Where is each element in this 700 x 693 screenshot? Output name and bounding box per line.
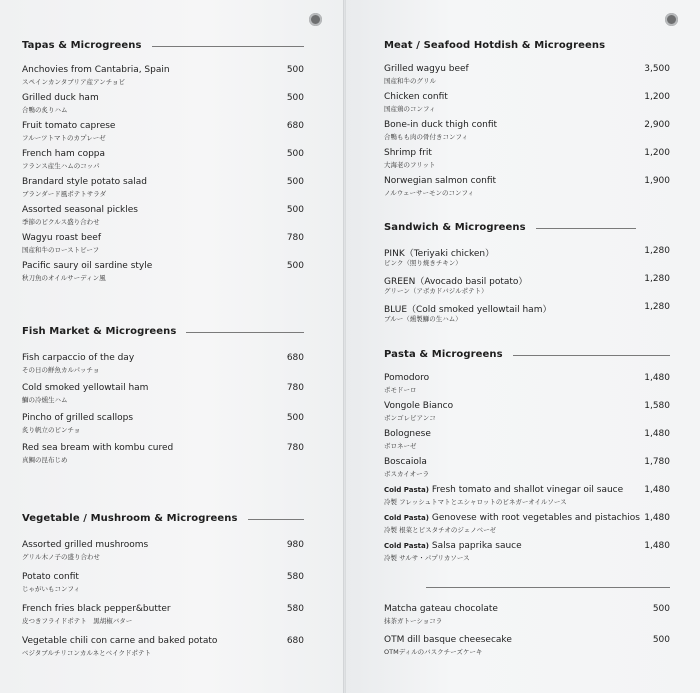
item-price: 680 (286, 121, 304, 131)
menu-item (384, 513, 670, 541)
item-name: Chicken confit (384, 92, 448, 102)
item-name: Grilled wagyu beef (384, 64, 469, 74)
item-name-text: Salsa paprika sauce (431, 541, 522, 551)
item-name: Anchovies from Cantabria, Spain (22, 65, 170, 75)
menu-item (22, 233, 304, 261)
menu-item (384, 92, 670, 120)
binder-hole (309, 13, 322, 26)
item-name (384, 513, 640, 523)
item-name: French fries black pepper&butter (22, 604, 171, 614)
menu-item (384, 64, 670, 92)
section-heading (22, 38, 304, 52)
item-name-japanese: スペインカンタブリア産アンチョビ (22, 78, 126, 86)
heading-rule (536, 228, 636, 229)
item-price: 780 (286, 443, 304, 453)
cold-pasta-tag: Cold Pasta) (384, 514, 429, 522)
item-name: Fruit tomato caprese (22, 121, 116, 131)
item-price: 1,280 (644, 274, 670, 284)
item-price: 580 (286, 572, 304, 582)
item-name: Grilled duck ham (22, 93, 99, 103)
item-name-japanese: グリーン（アボカドバジルポテト） (384, 287, 488, 295)
section-heading (384, 220, 670, 234)
item-name: Red sea bream with kombu cured (22, 443, 174, 453)
item-name-japanese: フルーツトマトのカプレーゼ (22, 134, 106, 142)
item-price: 2,900 (644, 120, 670, 130)
item-name: Shrimp frit (384, 148, 432, 158)
menu-item (22, 604, 304, 636)
item-name: Fish carpaccio of the day (22, 353, 135, 363)
menu-item (384, 176, 670, 204)
item-price: 780 (286, 383, 304, 393)
item-name-japanese: 冷製 根菜とピスタチオのジェノベーゼ (384, 526, 497, 534)
menu-item (22, 93, 304, 121)
menu-item (384, 457, 670, 485)
section-heading (22, 511, 304, 525)
menu-section-dessert (384, 604, 670, 666)
item-price: 1,480 (644, 485, 670, 495)
item-price: 500 (286, 413, 304, 423)
item-price: 500 (652, 635, 670, 645)
section-title: Fish Market & Microgreens (22, 325, 177, 337)
item-name-japanese: 秋刀魚のオイルサーディン風 (22, 274, 106, 282)
menu-item (22, 205, 304, 233)
item-price: 500 (286, 93, 304, 103)
item-name (384, 541, 522, 551)
menu-item (384, 120, 670, 148)
menu-item (22, 177, 304, 205)
item-price: 980 (286, 540, 304, 550)
menu-section-sandwich (384, 220, 670, 330)
item-name: Assorted grilled mushrooms (22, 540, 149, 550)
section-title: Sandwich & Microgreens (384, 221, 526, 233)
item-price: 1,280 (644, 246, 670, 256)
item-name: OTM dill basque cheesecake (384, 635, 512, 645)
menu-item (384, 373, 670, 401)
item-name: Vongole Bianco (384, 401, 454, 411)
menu-item (384, 246, 670, 274)
item-name-japanese: 合鴨もも肉の骨付きコンフィ (384, 133, 468, 141)
item-name: Pincho of grilled scallops (22, 413, 134, 423)
item-name-japanese: 季節のピクルス盛り合わせ (22, 218, 100, 226)
menu-item (22, 149, 304, 177)
menu-section-tapas (22, 38, 304, 289)
item-name: Matcha gateau chocolate (384, 604, 498, 614)
left-menu-page (0, 0, 343, 693)
item-price: 500 (286, 149, 304, 159)
item-name-japanese: ボロネーゼ (384, 442, 417, 450)
menu-item (22, 121, 304, 149)
item-name-japanese: ベジタブルチリコンカルネとベイクドポテト (22, 649, 152, 657)
item-price: 500 (286, 177, 304, 187)
item-name-japanese: 冷製 フレッシュトマトとエシャロットのビネガーオイルソース (384, 498, 567, 506)
menu-item (22, 383, 304, 413)
item-name: Brandard style potato salad (22, 177, 147, 187)
item-price: 1,480 (644, 541, 670, 551)
menu-item (384, 429, 670, 457)
section-heading (22, 324, 304, 338)
menu-item (384, 274, 670, 302)
menu-item (384, 485, 670, 513)
menu-section-vegetable-mushroom (22, 511, 304, 668)
item-name: Norwegian salmon confit (384, 176, 497, 186)
heading-rule (186, 332, 304, 333)
item-price: 500 (652, 604, 670, 614)
item-name-japanese: 大海老のフリット (384, 161, 436, 169)
item-name-japanese: グリル木ノ子の盛り合わせ (22, 553, 100, 561)
item-name-japanese: OTMディルのバスクチーズケーキ (384, 648, 483, 656)
item-price: 1,480 (644, 513, 670, 523)
item-name-japanese: じゃがいもコンフィ (22, 585, 80, 593)
cold-pasta-tag: Cold Pasta) (384, 542, 429, 550)
menu-item (22, 572, 304, 604)
item-price: 1,200 (644, 92, 670, 102)
item-name (384, 485, 623, 495)
item-name-japanese: ボスカイオーラ (384, 470, 430, 478)
section-heading (384, 347, 670, 361)
item-price: 1,780 (644, 457, 670, 467)
item-name-japanese: 鰤の冷燻生ハム (22, 396, 68, 404)
item-name-japanese: 国産和牛のグリル (384, 77, 436, 85)
menu-item (22, 65, 304, 93)
item-price: 1,200 (644, 148, 670, 158)
menu-item (22, 443, 304, 473)
heading-rule (152, 46, 304, 47)
item-price: 3,500 (644, 64, 670, 74)
item-name-japanese: フランス産生ハムのコッパ (22, 162, 100, 170)
item-price: 500 (286, 261, 304, 271)
item-name-text: Genovese with root vegetables and pistachios (431, 513, 640, 523)
item-price: 680 (286, 353, 304, 363)
item-name-japanese: 合鴨の炙りハム (22, 106, 68, 114)
menu-item (384, 148, 670, 176)
menu-item (22, 261, 304, 289)
item-name: GREEN（Avocado basil potato） (384, 277, 528, 287)
item-name: Wagyu roast beef (22, 233, 102, 243)
menu-item (384, 604, 670, 635)
item-name-japanese: ピンク（照り焼きチキン） (384, 259, 462, 267)
item-price: 1,480 (644, 429, 670, 439)
item-name-japanese: 冷製 サルサ・パプリカソース (384, 554, 470, 562)
item-price: 580 (286, 604, 304, 614)
menu-item (384, 401, 670, 429)
item-price: 500 (286, 65, 304, 75)
item-name-japanese: ブランダード風ポテトサラダ (22, 190, 107, 198)
item-price: 680 (286, 636, 304, 646)
right-menu-page (346, 0, 700, 693)
item-name: Bone-in duck thigh confit (384, 120, 498, 130)
menu-item (22, 540, 304, 572)
item-name: Potato confit (22, 572, 79, 582)
section-heading (384, 38, 670, 52)
item-name-japanese: 国産鶏のコンフィ (384, 105, 436, 113)
item-name: PINK（Teriyaki chicken） (384, 249, 495, 259)
item-name-japanese: 炙り帆立のピンチョ (22, 426, 81, 434)
item-name: Cold smoked yellowtail ham (22, 383, 149, 393)
item-name: Boscaiola (384, 457, 427, 467)
item-name-japanese: 皮つきフライドポテト 黒胡椒バター (22, 617, 133, 625)
item-name: Vegetable chili con carne and baked potato (22, 636, 218, 646)
section-title: Tapas & Microgreens (22, 39, 142, 51)
dessert-divider (426, 587, 670, 588)
item-name: Bolognese (384, 429, 431, 439)
item-name-japanese: 抹茶ガトーショコラ (384, 617, 443, 625)
item-price: 780 (286, 233, 304, 243)
section-title: Vegetable / Mushroom & Microgreens (22, 512, 238, 524)
item-price: 1,280 (644, 302, 670, 312)
item-price: 1,900 (644, 176, 670, 186)
item-price: 500 (286, 205, 304, 215)
cold-pasta-tag: Cold Pasta) (384, 486, 429, 494)
heading-rule (248, 519, 304, 520)
item-name: French ham coppa (22, 149, 106, 159)
item-name: Pomodoro (384, 373, 430, 383)
menu-section-meat-seafood (384, 38, 670, 204)
item-name: BLUE（Cold smoked yellowtail ham） (384, 305, 552, 315)
menu-section-pasta (384, 347, 670, 569)
item-name-text: Fresh tomato and shallot vinegar oil sauce (431, 485, 624, 495)
item-name-japanese: ノルウェーサーモンのコンフィ (384, 189, 474, 197)
section-title: Pasta & Microgreens (384, 348, 503, 360)
item-name-japanese: ポモドーロ (384, 386, 417, 394)
item-name-japanese: その日の鮮魚カルパッチョ (22, 366, 100, 374)
menu-item (22, 353, 304, 383)
menu-item (22, 413, 304, 443)
menu-section-fish-market (22, 324, 304, 473)
item-price: 1,580 (644, 401, 670, 411)
item-name-japanese: ブルー（燻製鰤の生ハム） (384, 315, 462, 323)
menu-item (384, 541, 670, 569)
item-name: Assorted seasonal pickles (22, 205, 138, 215)
menu-item (384, 302, 670, 330)
binder-hole (665, 13, 678, 26)
item-name-japanese: ボンゴレビアンコ (384, 414, 436, 422)
menu-item (384, 635, 670, 666)
section-title: Meat / Seafood Hotdish & Microgreens (384, 39, 606, 51)
item-price: 1,480 (644, 373, 670, 383)
menu-item (22, 636, 304, 668)
item-name: Pacific saury oil sardine style (22, 261, 153, 271)
item-name-japanese: 真鯛の昆布じめ (22, 456, 68, 464)
heading-rule (513, 355, 670, 356)
item-name-japanese: 国産和牛のローストビーフ (22, 246, 100, 254)
